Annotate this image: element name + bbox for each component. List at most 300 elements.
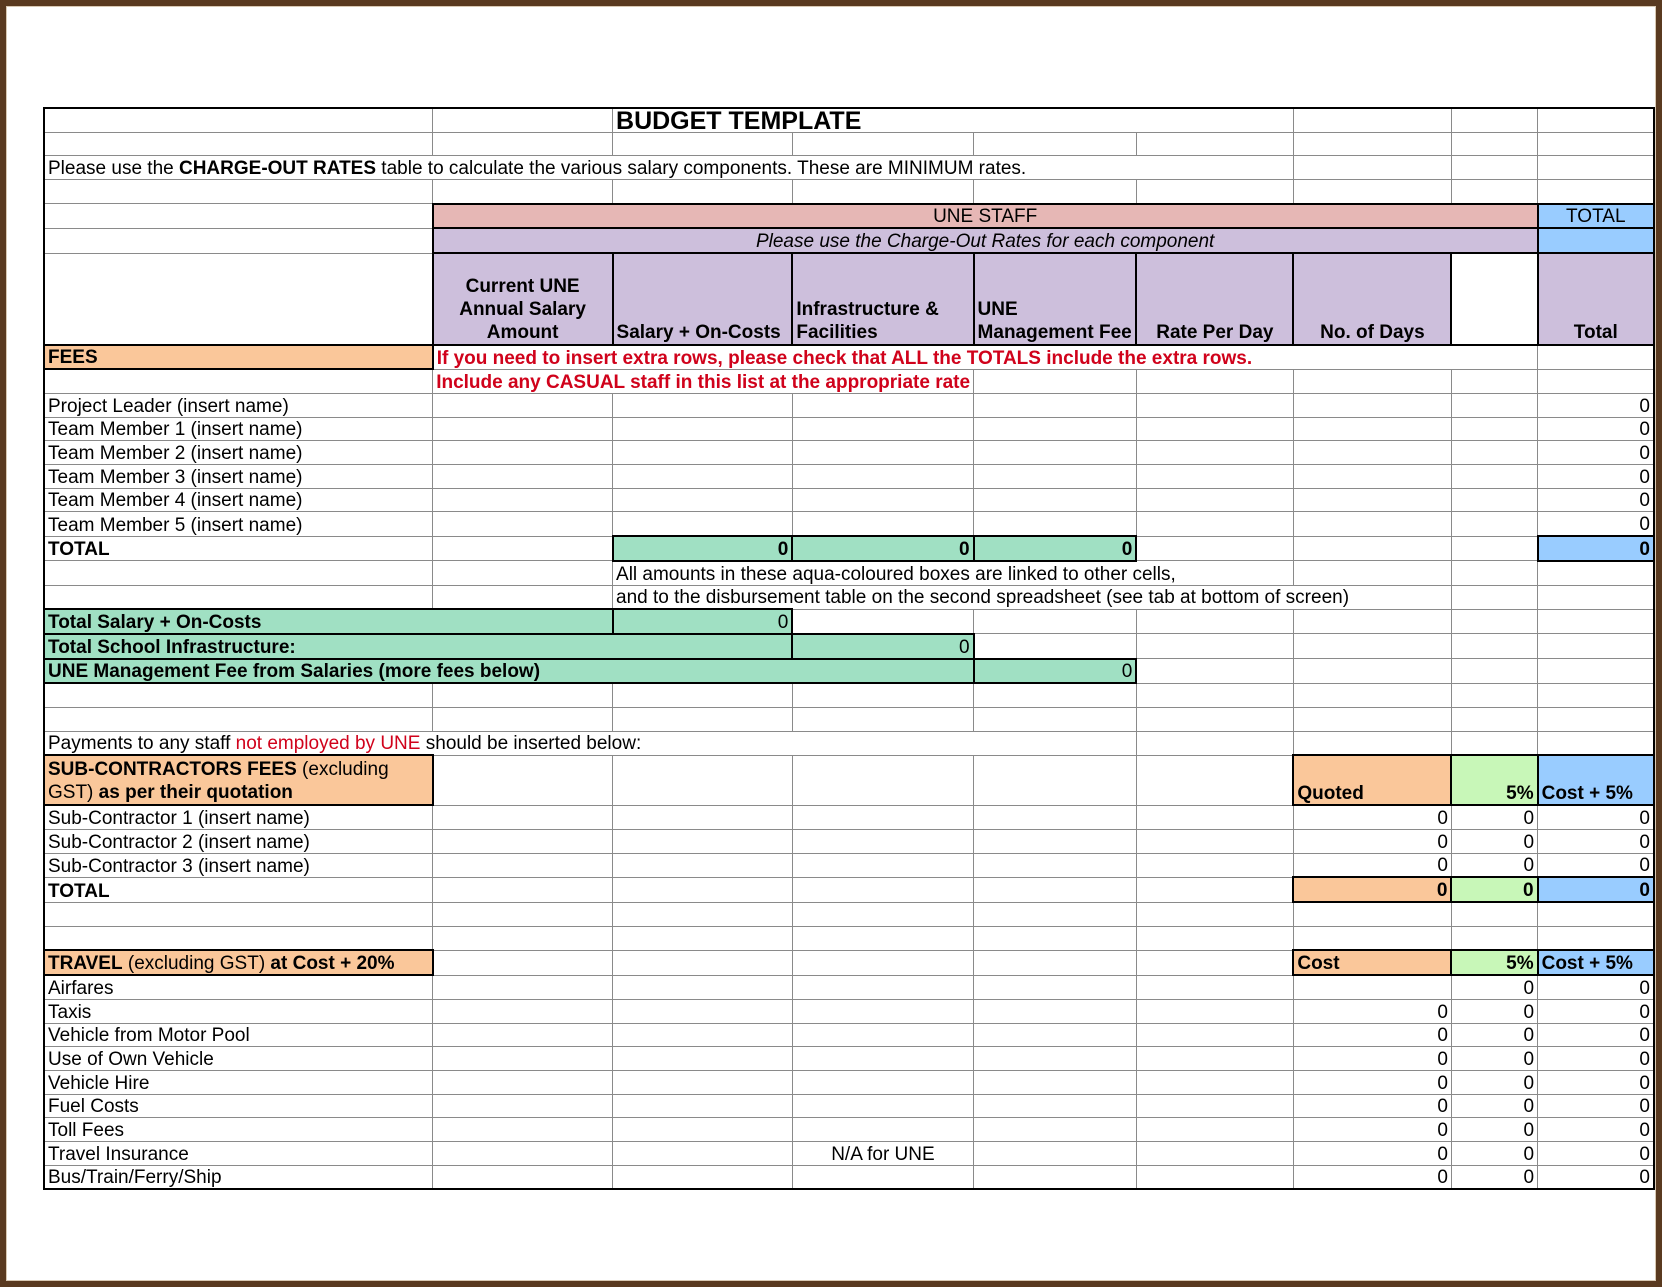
empty-cell xyxy=(433,1141,613,1165)
empty-cell xyxy=(433,853,613,877)
empty-cell xyxy=(1293,536,1451,561)
empty-cell xyxy=(433,950,613,975)
empty-cell xyxy=(1136,1118,1293,1142)
empty-cell xyxy=(1136,441,1293,465)
empty-cell xyxy=(1293,369,1451,393)
empty-cell xyxy=(792,609,973,634)
empty-cell xyxy=(1451,683,1537,707)
empty-cell xyxy=(1136,877,1293,902)
staff-total: 0 xyxy=(1538,488,1654,512)
empty-cell xyxy=(44,561,433,585)
empty-cell xyxy=(1293,417,1451,441)
travel-cost: 0 xyxy=(1293,999,1451,1023)
blank-row xyxy=(44,707,1654,731)
travel-item: Use of Own Vehicle xyxy=(44,1047,433,1071)
empty-cell xyxy=(974,369,1137,393)
empty-cell xyxy=(1538,902,1654,926)
note-row xyxy=(44,585,1654,609)
blank-row xyxy=(44,683,1654,707)
subcontractor-pct: 0 xyxy=(1451,830,1537,854)
col-salary-oncosts: Salary + On-Costs xyxy=(613,253,793,345)
empty-cell xyxy=(433,488,613,512)
empty-cell xyxy=(974,755,1137,805)
travel-cost: 0 xyxy=(1293,1141,1451,1165)
subcontractor-quoted: 0 xyxy=(1293,830,1451,854)
empty-cell xyxy=(433,441,613,465)
empty-cell xyxy=(974,1070,1137,1094)
empty-cell xyxy=(974,609,1137,634)
empty-cell xyxy=(974,830,1137,854)
empty-cell xyxy=(1136,369,1293,393)
staff-name: Team Member 2 (insert name) xyxy=(44,441,433,465)
empty-cell xyxy=(1451,394,1537,418)
empty-cell xyxy=(1136,999,1293,1023)
empty-cell xyxy=(1136,1165,1293,1189)
empty-cell xyxy=(1538,561,1654,585)
empty-cell xyxy=(613,1165,793,1189)
staff-name: Team Member 5 (insert name) xyxy=(44,512,433,536)
subcontractors-label: SUB-CONTRACTORS FEES (excluding GST) as per their quotation xyxy=(44,755,433,805)
empty-cell xyxy=(1136,731,1293,755)
empty-cell xyxy=(1293,609,1451,634)
empty-cell xyxy=(1136,853,1293,877)
travel-row xyxy=(44,1070,1654,1094)
une-staff-header: UNE STAFF xyxy=(433,204,1538,229)
note-row xyxy=(44,561,1654,585)
empty-cell xyxy=(1293,488,1451,512)
une-staff-subheader: Please use the Charge-Out Rates for each component xyxy=(433,228,1538,253)
blank-row xyxy=(44,180,1654,204)
empty-cell xyxy=(1538,731,1654,755)
empty-cell xyxy=(613,877,793,902)
empty-cell xyxy=(974,926,1137,950)
travel-row xyxy=(44,1141,1654,1165)
summary-infra-label: Total School Infrastructure: xyxy=(44,634,792,659)
empty-cell xyxy=(1293,683,1451,707)
travel-cost xyxy=(1293,975,1451,999)
fees-total-mgmt: 0 xyxy=(974,536,1137,561)
empty-cell xyxy=(792,1023,973,1047)
summary-mgmt-label: UNE Management Fee from Salaries (more fees below) xyxy=(44,659,974,684)
blank-row xyxy=(44,902,1654,926)
fees-total-label: TOTAL xyxy=(44,536,433,561)
empty-cell xyxy=(1136,488,1293,512)
travel-pct: 0 xyxy=(1451,975,1537,999)
travel-costpct-header: Cost + 5% xyxy=(1538,950,1654,975)
travel-pct: 0 xyxy=(1451,1094,1537,1118)
empty-cell xyxy=(433,999,613,1023)
empty-cell xyxy=(1293,561,1451,585)
empty-cell xyxy=(974,853,1137,877)
summary-infra-value: 0 xyxy=(792,634,973,659)
travel-pct: 0 xyxy=(1451,1165,1537,1189)
empty-cell xyxy=(974,999,1137,1023)
empty-cell xyxy=(44,253,433,345)
empty-cell xyxy=(1293,926,1451,950)
empty-cell xyxy=(1136,394,1293,418)
blank-row xyxy=(44,926,1654,950)
empty-cell xyxy=(792,180,973,204)
travel-cost: 0 xyxy=(1293,1070,1451,1094)
subcontractor-name: Sub-Contractor 3 (insert name) xyxy=(44,853,433,877)
empty-cell xyxy=(1136,805,1293,829)
empty-cell xyxy=(613,132,793,156)
staff-name: Team Member 4 (insert name) xyxy=(44,488,433,512)
empty-cell xyxy=(1136,950,1293,975)
travel-item: Fuel Costs xyxy=(44,1094,433,1118)
empty-cell xyxy=(792,1094,973,1118)
empty-cell xyxy=(1136,659,1293,684)
travel-row xyxy=(44,1023,1654,1047)
empty-cell xyxy=(792,877,973,902)
travel-row xyxy=(44,975,1654,999)
empty-cell xyxy=(1451,441,1537,465)
empty-cell xyxy=(433,1070,613,1094)
empty-cell xyxy=(792,1070,973,1094)
empty-cell xyxy=(613,805,793,829)
empty-cell xyxy=(1538,369,1654,393)
empty-cell xyxy=(1136,1094,1293,1118)
empty-cell xyxy=(792,830,973,854)
empty-cell xyxy=(1136,707,1293,731)
empty-cell xyxy=(433,830,613,854)
empty-cell xyxy=(1136,1047,1293,1071)
staff-total: 0 xyxy=(1538,465,1654,489)
empty-cell xyxy=(1293,394,1451,418)
empty-cell xyxy=(974,805,1137,829)
travel-cost-header: Cost xyxy=(1293,950,1451,975)
empty-cell xyxy=(1136,609,1293,634)
empty-cell xyxy=(792,926,973,950)
summary-mgmt-row xyxy=(44,659,1654,684)
empty-cell xyxy=(1136,512,1293,536)
empty-cell xyxy=(792,417,973,441)
subcontractor-cost: 0 xyxy=(1538,853,1654,877)
blank-row xyxy=(44,132,1654,156)
subcontractor-pct: 0 xyxy=(1451,805,1537,829)
document-page xyxy=(6,6,1656,1281)
subcontractors-total-cost: 0 xyxy=(1538,877,1654,902)
sub-pct-header: 5% xyxy=(1451,755,1537,805)
empty-cell xyxy=(792,1118,973,1142)
empty-cell xyxy=(1538,707,1654,731)
empty-cell xyxy=(433,465,613,489)
empty-cell xyxy=(974,1141,1137,1165)
travel-row xyxy=(44,1118,1654,1142)
subcontractor-cost: 0 xyxy=(1538,830,1654,854)
empty-cell xyxy=(613,975,793,999)
fees-total-total: 0 xyxy=(1538,536,1654,561)
summary-salary-value: 0 xyxy=(613,609,793,634)
empty-cell xyxy=(613,1094,793,1118)
empty-cell xyxy=(974,877,1137,902)
empty-cell xyxy=(1451,369,1537,393)
fees-label: FEES xyxy=(44,345,433,370)
travel-total: 0 xyxy=(1538,1047,1654,1071)
empty-cell xyxy=(974,707,1137,731)
travel-row xyxy=(44,999,1654,1023)
empty-cell xyxy=(792,755,973,805)
col-management-fee: UNE Management Fee xyxy=(974,253,1137,345)
fees-warning-1: If you need to insert extra rows, please check that ALL the TOTALS include the extra rows. xyxy=(433,345,1452,370)
empty-cell xyxy=(613,394,793,418)
aqua-note-2: and to the disbursement table on the second spreadsheet (see tab at bottom of screen) xyxy=(613,585,1452,609)
travel-item: Airfares xyxy=(44,975,433,999)
travel-pct: 0 xyxy=(1451,1141,1537,1165)
empty-cell xyxy=(1136,1023,1293,1047)
empty-cell xyxy=(1293,707,1451,731)
empty-cell xyxy=(792,683,973,707)
empty-cell xyxy=(613,465,793,489)
empty-cell xyxy=(433,132,613,156)
empty-cell xyxy=(974,441,1137,465)
payments-note: Payments to any staff not employed by UNE should be inserted below: xyxy=(44,731,1136,755)
travel-pct: 0 xyxy=(1451,1047,1537,1071)
empty-cell xyxy=(792,394,973,418)
empty-cell xyxy=(1136,683,1293,707)
empty-cell xyxy=(613,441,793,465)
empty-cell xyxy=(792,999,973,1023)
empty-cell xyxy=(1293,902,1451,926)
empty-cell xyxy=(1293,132,1451,156)
summary-salary-row xyxy=(44,609,1654,634)
page-title: BUDGET TEMPLATE xyxy=(613,108,1137,132)
column-headers-row xyxy=(44,253,1654,345)
empty-cell xyxy=(1451,585,1537,609)
instruction-row xyxy=(44,156,1654,180)
travel-item: Travel Insurance xyxy=(44,1141,433,1165)
empty-cell xyxy=(1451,488,1537,512)
empty-cell xyxy=(44,926,433,950)
empty-cell xyxy=(613,950,793,975)
col-rate-per-day: Rate Per Day xyxy=(1136,253,1293,345)
subcontractor-row xyxy=(44,830,1654,854)
empty-cell xyxy=(1538,228,1654,253)
travel-header-row xyxy=(44,950,1654,975)
fees-total-row xyxy=(44,536,1654,561)
empty-cell xyxy=(974,394,1137,418)
empty-cell xyxy=(974,488,1137,512)
travel-total: 0 xyxy=(1538,1023,1654,1047)
summary-mgmt-value: 0 xyxy=(974,659,1137,684)
empty-cell xyxy=(974,634,1137,659)
travel-item: Vehicle from Motor Pool xyxy=(44,1023,433,1047)
empty-cell xyxy=(1293,156,1451,180)
empty-cell xyxy=(613,830,793,854)
empty-cell xyxy=(44,204,433,229)
staff-total: 0 xyxy=(1538,512,1654,536)
empty-cell xyxy=(974,417,1137,441)
empty-cell xyxy=(613,1023,793,1047)
staff-total: 0 xyxy=(1538,417,1654,441)
empty-cell xyxy=(1538,609,1654,634)
empty-cell xyxy=(433,805,613,829)
empty-cell xyxy=(974,902,1137,926)
une-staff-subheader-row xyxy=(44,228,1654,253)
empty-cell xyxy=(792,488,973,512)
empty-cell xyxy=(44,369,433,393)
travel-item: Toll Fees xyxy=(44,1118,433,1142)
fees-staff-row xyxy=(44,488,1654,512)
fees-staff-row xyxy=(44,465,1654,489)
col-infrastructure: Infrastructure & Facilities xyxy=(792,253,973,345)
empty-cell xyxy=(613,707,793,731)
empty-cell xyxy=(974,1047,1137,1071)
empty-cell xyxy=(974,1023,1137,1047)
travel-total: 0 xyxy=(1538,1141,1654,1165)
travel-total: 0 xyxy=(1538,1094,1654,1118)
empty-cell xyxy=(433,180,613,204)
empty-cell xyxy=(792,707,973,731)
empty-cell xyxy=(433,536,613,561)
empty-cell xyxy=(1538,345,1654,370)
empty-cell xyxy=(613,683,793,707)
empty-cell xyxy=(974,950,1137,975)
empty-cell xyxy=(613,926,793,950)
col-blank xyxy=(1451,253,1537,345)
quoted-header: Quoted xyxy=(1293,755,1451,805)
empty-cell xyxy=(1451,707,1537,731)
subcontractor-row xyxy=(44,853,1654,877)
empty-cell xyxy=(613,1047,793,1071)
travel-item: Vehicle Hire xyxy=(44,1070,433,1094)
empty-cell xyxy=(44,180,433,204)
empty-cell xyxy=(1451,156,1537,180)
title-row xyxy=(44,108,1654,132)
empty-cell xyxy=(433,902,613,926)
total-header: TOTAL xyxy=(1538,204,1654,229)
empty-cell xyxy=(1293,465,1451,489)
summary-salary-label: Total Salary + On-Costs xyxy=(44,609,613,634)
empty-cell xyxy=(974,683,1137,707)
empty-cell xyxy=(792,512,973,536)
summary-infra-row xyxy=(44,634,1654,659)
empty-cell xyxy=(1136,417,1293,441)
travel-item: Bus/Train/Ferry/Ship xyxy=(44,1165,433,1189)
empty-cell xyxy=(1451,180,1537,204)
empty-cell xyxy=(974,180,1137,204)
empty-cell xyxy=(1293,731,1451,755)
empty-cell xyxy=(1538,156,1654,180)
empty-cell xyxy=(433,926,613,950)
empty-cell xyxy=(613,755,793,805)
empty-cell xyxy=(792,132,973,156)
travel-pct-header: 5% xyxy=(1451,950,1537,975)
empty-cell xyxy=(974,132,1137,156)
empty-cell xyxy=(1293,512,1451,536)
empty-cell xyxy=(974,1165,1137,1189)
travel-pct: 0 xyxy=(1451,1118,1537,1142)
empty-cell xyxy=(1136,755,1293,805)
na-for-une-note: N/A for UNE xyxy=(792,1141,973,1165)
col-annual-salary: Current UNE Annual Salary Amount xyxy=(433,253,613,345)
subcontractor-cost: 0 xyxy=(1538,805,1654,829)
staff-total: 0 xyxy=(1538,441,1654,465)
travel-total: 0 xyxy=(1538,975,1654,999)
staff-name: Team Member 3 (insert name) xyxy=(44,465,433,489)
payments-note-row xyxy=(44,731,1654,755)
empty-cell xyxy=(1293,180,1451,204)
subcontractors-total-pct: 0 xyxy=(1451,877,1537,902)
empty-cell xyxy=(1538,180,1654,204)
empty-cell xyxy=(1136,1070,1293,1094)
empty-cell xyxy=(433,1165,613,1189)
empty-cell xyxy=(433,561,613,585)
empty-cell xyxy=(1451,659,1537,684)
empty-cell xyxy=(44,585,433,609)
col-no-of-days: No. of Days xyxy=(1293,253,1451,345)
empty-cell xyxy=(433,707,613,731)
empty-cell xyxy=(433,1023,613,1047)
empty-cell xyxy=(613,1118,793,1142)
empty-cell xyxy=(792,1047,973,1071)
empty-cell xyxy=(1136,926,1293,950)
travel-cost: 0 xyxy=(1293,1023,1451,1047)
empty-cell xyxy=(1451,561,1537,585)
empty-cell xyxy=(792,1165,973,1189)
empty-cell xyxy=(1451,634,1537,659)
empty-cell xyxy=(44,132,433,156)
empty-cell xyxy=(974,1094,1137,1118)
empty-cell xyxy=(433,512,613,536)
empty-cell xyxy=(792,805,973,829)
col-total: Total xyxy=(1538,253,1654,345)
subcontractor-name: Sub-Contractor 2 (insert name) xyxy=(44,830,433,854)
aqua-note-1: All amounts in these aqua-coloured boxes are linked to other cells, xyxy=(613,561,1294,585)
instruction-text: Please use the CHARGE-OUT RATES table to calculate the various salary components. These are MINIMUM rates. xyxy=(44,156,1293,180)
sub-cost-header: Cost + 5% xyxy=(1538,755,1654,805)
empty-cell xyxy=(1451,345,1537,370)
empty-cell xyxy=(792,975,973,999)
empty-cell xyxy=(433,877,613,902)
empty-cell xyxy=(792,465,973,489)
subcontractors-total-quoted: 0 xyxy=(1293,877,1451,902)
empty-cell xyxy=(1293,634,1451,659)
travel-cost: 0 xyxy=(1293,1094,1451,1118)
travel-pct: 0 xyxy=(1451,1070,1537,1094)
empty-cell xyxy=(1293,441,1451,465)
empty-cell xyxy=(1451,609,1537,634)
empty-cell xyxy=(44,707,433,731)
empty-cell xyxy=(1451,902,1537,926)
travel-total: 0 xyxy=(1538,1165,1654,1189)
staff-total: 0 xyxy=(1538,394,1654,418)
empty-cell xyxy=(1136,1141,1293,1165)
empty-cell xyxy=(433,394,613,418)
travel-row xyxy=(44,1047,1654,1071)
fees-staff-row xyxy=(44,512,1654,536)
subcontractor-row xyxy=(44,805,1654,829)
empty-cell xyxy=(1136,180,1293,204)
empty-cell xyxy=(433,755,613,805)
empty-cell xyxy=(1136,536,1293,561)
empty-cell xyxy=(433,1118,613,1142)
travel-row xyxy=(44,1165,1654,1189)
empty-cell xyxy=(974,975,1137,999)
empty-cell xyxy=(613,999,793,1023)
empty-cell xyxy=(1538,659,1654,684)
fees-total-infra: 0 xyxy=(792,536,973,561)
empty-cell xyxy=(433,417,613,441)
empty-cell xyxy=(433,683,613,707)
travel-row xyxy=(44,1094,1654,1118)
fees-row xyxy=(44,345,1654,370)
empty-cell xyxy=(1136,634,1293,659)
fees-staff-row xyxy=(44,441,1654,465)
empty-cell xyxy=(792,902,973,926)
empty-cell xyxy=(613,853,793,877)
empty-cell xyxy=(974,512,1137,536)
